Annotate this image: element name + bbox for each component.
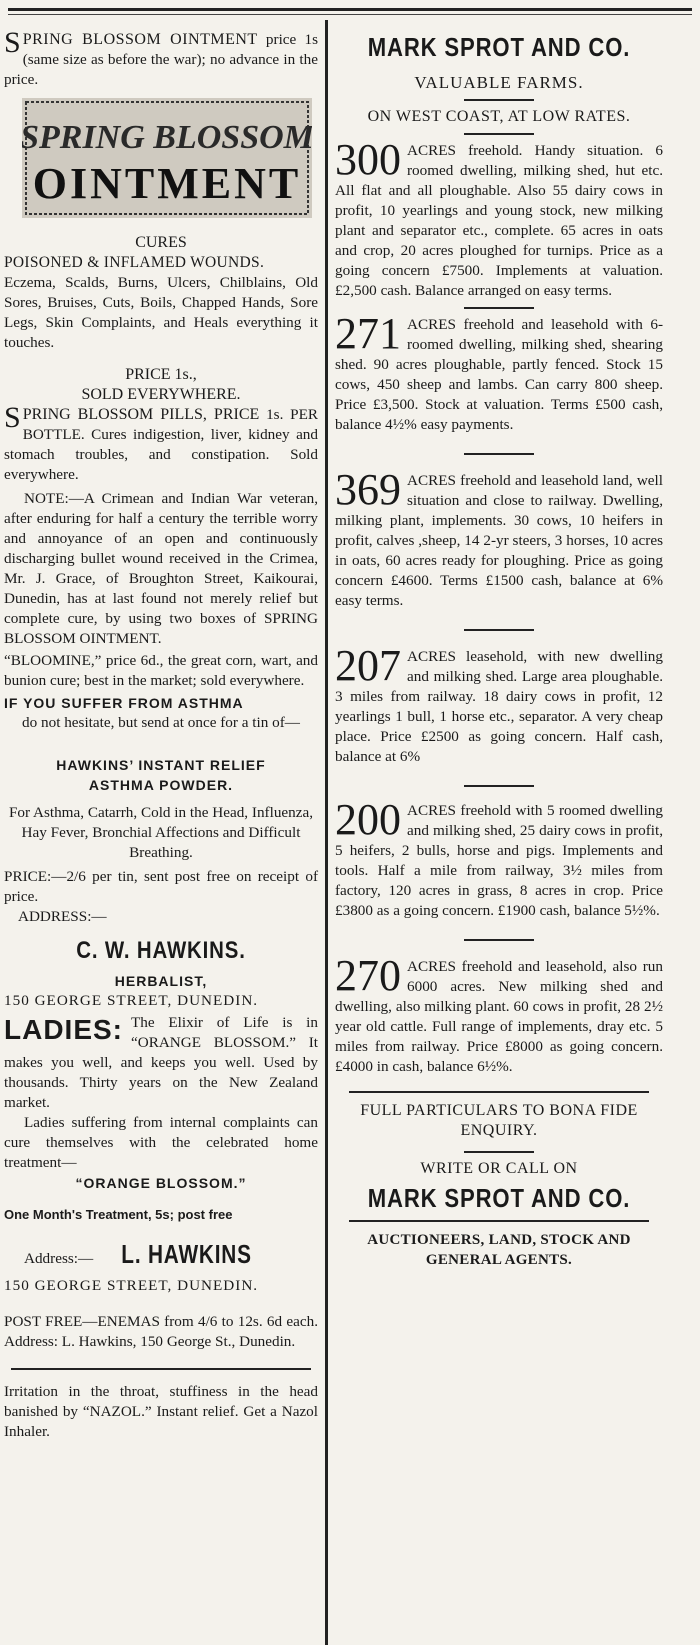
full-particulars: FULL PARTICULARS TO BONA FIDE ENQUIRY.: [360, 1102, 638, 1139]
note-text: NOTE:—A Crimean and Indian War veteran, after enduring for half a century the terrible worry and annoyance of an open and continuously discharging bullet wound received in the Crimea, Mr. J. Grace, of Broughton Street, Kaikourai, Dunedin, has at last found not merely relief but complete cure, by using two boxes of SPRING BLOSSOM OINTMENT.: [4, 490, 318, 647]
left-bottom-rule: [11, 1368, 311, 1370]
write-or-call: WRITE OR CALL ON: [420, 1160, 578, 1177]
farm-rule: [464, 785, 534, 787]
cures-label: CURES: [135, 234, 187, 251]
ladies-headline: LADIES:: [4, 1014, 123, 1045]
ladies-ad: [4, 1013, 318, 1113]
rule-3: [349, 1091, 649, 1093]
rule-1: [464, 99, 534, 101]
nazol-text: Irritation in the throat, stuffiness in the head banished by “NAZOL.” Instant relief. Get a Nazol Inhaler.: [4, 1383, 318, 1440]
ointment-headline: PRING BLOSSOM OINTMENT: [22, 31, 258, 48]
cures-headline: POISONED & INFLAMED WOUNDS.: [4, 254, 265, 271]
hawkins-price: PRICE:—2/6 per tin, sent post free on receipt of price.: [4, 868, 318, 905]
farm-text: ACRES freehold and leasehold with 6-roomed dwelling, milking shed, shearing shed. 90 acres ploughable, partly fenced. Stock 15 cows, 450 sheep and lambs. Can carry 800 sheep. Price £3,500. Stock at valuation. Terms £500 cash, balance 4½% easy payments.: [335, 316, 663, 433]
farm-acres: 271: [335, 309, 401, 358]
top-rule-thin: [8, 14, 692, 15]
farm-listing: [335, 309, 663, 435]
logo-line2: OINTMENT: [32, 159, 302, 208]
price-label: PRICE 1s.,: [125, 366, 197, 383]
herbalist-label: HERBALIST,: [114, 973, 208, 989]
farm-text: ACRES leasehold, with new dwelling and milking shed. Large area ploughable. 3 miles from railway. 18 dairy cows in profit, 12 yearlings 1 bull, 1 horse etc., separator. A very cheap place. Price £2500 as going concern. Half cash, balance at 6%: [335, 648, 663, 765]
right-column: [335, 22, 663, 1270]
farm-rule: [464, 629, 534, 631]
pills-headline: PRING BLOSSOM PILLS, PRICE: [22, 406, 260, 423]
farm-rule: [464, 453, 534, 455]
top-rule: [8, 8, 692, 11]
asthma-headline: IF YOU SUFFER FROM ASTHMA: [4, 695, 244, 711]
orange-blossom-label: “ORANGE BLOSSOM.”: [75, 1175, 247, 1191]
farm-rule: [464, 307, 534, 309]
rule-2: [464, 133, 534, 135]
farm-text: ACRES freehold and leasehold land, well situation and close to railway. Dwelling, milking plant, implements. 30 cows, 10 heifers in profit, calves ,sheep, 14 2-yr steers, 3 horses, 10 acres in oats, 60 acres ready for ploughing. Price as going concern £4600. Terms £1500 cash, balance at 6% easy terms.: [335, 472, 663, 609]
farm-text: ACRES freehold. Handy situation. 6 roomed dwelling, milking shed, hut etc. All flat and all ploughable. Also 55 dairy cows in profit, 10 yearlings and young stock, new milking plant and separator etc., complete. 65 acres in oats and crop, 20 acres ploughed for turnips. Price as a going concern £7500. Implements at valuation. £2,500 cash. Balance arranged on easy terms.: [335, 142, 663, 299]
cures-text: Eczema, Scalds, Burns, Ulcers, Chilblains, Old Sores, Bruises, Cuts, Boils, Chapped Hands, Sore Legs, Skin Complaints, and Heals everything it touches.: [4, 274, 318, 351]
farm-text: ACRES freehold with 5 roomed dwelling and milking shed, 25 dairy cows in profit, 5 heifers, 2 bulls, horse and pigs. Implements and tools. Half a mile from railway, 3½ miles from factory, 120 acres in grass, 8 acres in crop. Price £3800 as a going concern. £1900 cash, balance 5½%.: [335, 802, 663, 919]
firm-title: MARK SPROT AND CO.: [367, 32, 631, 62]
farm-acres: 207: [335, 641, 401, 690]
west-coast: ON WEST COAST, AT LOW RATES.: [367, 108, 631, 125]
bloomine-text: “BLOOMINE,” price 6d., the great corn, wart, and bunion cure; best in the market; sold everywhere.: [4, 652, 318, 689]
l-hawkins-name: L. HAWKINS: [121, 1239, 252, 1269]
farm-acres: 369: [335, 465, 401, 514]
address-label: ADDRESS:—: [18, 908, 107, 925]
farm-text: ACRES freehold and leasehold, also run 6000 acres. New milking shed and dwelling, also milking plant. 60 cows in profit, 28 2½ year old cattle. Full range of implements, dray etc. 5 miles from railway. Price £8000 as going concern. £4000 in cash, balance 6½%.: [335, 958, 663, 1075]
logo-line1: SPRING BLOSSOM: [22, 119, 312, 156]
l-hawkins-street: 150 GEORGE STREET, DUNEDIN.: [4, 1277, 259, 1294]
farm-acres: 270: [335, 951, 401, 1000]
column-divider: [325, 20, 328, 1645]
farm-acres: 200: [335, 795, 401, 844]
rule-5: [349, 1220, 649, 1222]
ointment-price-text: price 1s (same size as before the war); no advance in the price.: [4, 31, 319, 88]
ladies-text-2: Ladies suffering from internal complaints can cure themselves with the celebrated home treatment—: [4, 1114, 318, 1171]
farm-rule: [464, 939, 534, 941]
l-hawkins-address: [4, 1239, 318, 1270]
farm-acres: 300: [335, 135, 401, 184]
hawkins-title-2: ASTHMA POWDER.: [88, 777, 234, 793]
pills-drop-cap: S: [4, 401, 21, 434]
left-column: [4, 22, 318, 1442]
enemas-text: POST FREE—ENEMAS from 4/6 to 12s. 6d each. Address: L. Hawkins, 150 George St., Dunedin.: [4, 1313, 318, 1350]
rule-4: [464, 1151, 534, 1153]
sold-label: SOLD EVERYWHERE.: [81, 386, 241, 403]
farm-listing: [335, 951, 663, 1077]
hawkins-street: 150 GEORGE STREET, DUNEDIN.: [4, 992, 259, 1009]
hawkins-title-1: HAWKINS’ INSTANT RELIEF: [56, 757, 266, 773]
valuable-farms: VALUABLE FARMS.: [414, 73, 584, 92]
farm-listing: [335, 641, 663, 767]
ointment-logo: [22, 98, 312, 218]
farm-listing: [335, 135, 663, 301]
asthma-subtext: do not hesitate, but send at once for a tin of—: [22, 714, 300, 731]
pills-ad: [4, 401, 319, 485]
hawkins-for-text: For Asthma, Catarrh, Cold in the Head, Influenza, Hay Fever, Bronchial Affections and Difficult Breathing.: [8, 804, 314, 861]
cw-hawkins-name: C. W. HAWKINS.: [76, 937, 246, 964]
address2-label: Address:—: [24, 1250, 94, 1267]
farm-listing: [335, 795, 663, 921]
ointment-drop-cap: S: [4, 26, 21, 59]
ladies-text: The Elixir of Life is in “ORANGE BLOSSOM.” It makes you well, and keeps you well. Used by thousands. Thirty years on the New Zealand market.: [4, 1014, 318, 1111]
firm-title-2: MARK SPROT AND CO.: [367, 1183, 631, 1213]
auctioneers: AUCTIONEERS, LAND, STOCK AND GENERAL AGENTS.: [367, 1232, 631, 1268]
pills-text: 1s. PER BOTTLE. Cures indigestion, liver, kidney and stomach troubles, and constipation. Sold everywhere.: [4, 406, 319, 483]
treatment-label: One Month's Treatment, 5s; post free: [4, 1207, 233, 1222]
ointment-ad: [4, 26, 319, 90]
farm-listing: [335, 465, 663, 611]
